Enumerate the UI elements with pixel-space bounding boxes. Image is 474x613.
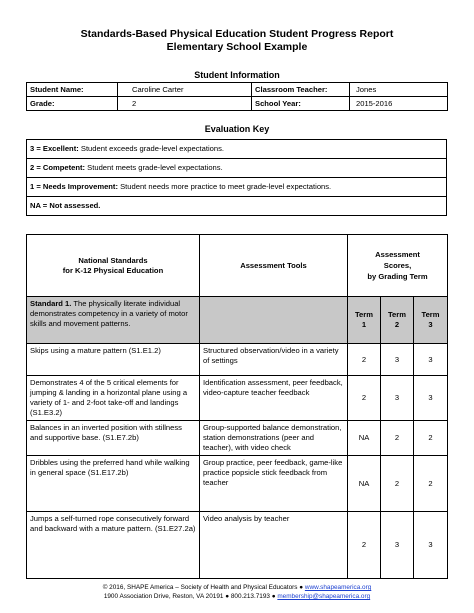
standard-title: Standard 1.: [30, 299, 72, 308]
key-term: NA = Not assessed.: [30, 201, 101, 210]
tools-cell: Identification assessment, peer feedback, video-capture teacher feedback: [200, 376, 348, 421]
table-row: [27, 376, 448, 421]
table-row: [27, 344, 448, 376]
tools-cell: Group practice, peer feedback, game-like practice popsicle stick feedback from teacher: [200, 456, 348, 512]
evaluation-key-heading: Evaluation Key: [204, 124, 270, 134]
table-row: [27, 421, 448, 456]
national-standards-header: [27, 235, 200, 297]
student-name-label: Student Name:: [27, 83, 118, 97]
key-term: 2 = Competent:: [30, 163, 86, 172]
score-term-1: NA: [348, 421, 381, 456]
header-line: National Standards: [78, 255, 148, 265]
table-row: [27, 456, 448, 512]
score-term-3: 3: [414, 512, 448, 579]
student-name-value: Caroline Carter: [118, 83, 252, 97]
score-term-1: 2: [348, 512, 381, 579]
score-term-3: 3: [414, 376, 448, 421]
standard-cell: Balances in an inverted position with stillness and supportive base. (S1.E7.2b): [27, 421, 200, 456]
score-term-2: 2: [381, 421, 414, 456]
term-number: 1: [361, 320, 367, 329]
header-line: by Grading Term: [367, 272, 428, 281]
assessment-scores-header: [348, 235, 448, 297]
table-row: [27, 512, 448, 579]
standard-1-cell: [27, 297, 200, 344]
header-line: Scores,: [383, 261, 412, 270]
score-term-2: 2: [381, 456, 414, 512]
standard-cell: Demonstrates 4 of the 5 critical elements for jumping & landing in a horizontal plane using a variety of 1- and 2-foot take-off and landings (S1.E3.2): [27, 376, 200, 421]
standard-cell: Jumps a self-turned rope consecutively forward and backward with a mature pattern. (S1.E27.2a): [27, 512, 200, 579]
key-text: Student needs more practice to meet grade-level expectations.: [118, 182, 332, 191]
term-word: Term: [421, 310, 440, 319]
term-word: Term: [354, 310, 373, 319]
key-text: Student exceeds grade-level expectations.: [78, 144, 224, 153]
key-row-needs-improvement: [27, 178, 447, 197]
standard-cell: Skips using a mature pattern (S1.E1.2): [27, 344, 200, 376]
score-term-3: 2: [414, 421, 448, 456]
score-term-2: 3: [381, 344, 414, 376]
grade-value: 2: [118, 97, 252, 111]
score-term-2: 3: [381, 376, 414, 421]
classroom-teacher-label: Classroom Teacher:: [252, 83, 350, 97]
term-1-header: [348, 297, 381, 344]
tools-cell: Group-supported balance demonstration, station demonstrations (peer and teacher), with video check: [200, 421, 348, 456]
key-term: 3 = Excellent:: [30, 144, 79, 153]
term-word: Term: [387, 310, 406, 319]
assessment-tools-header: Assessment Tools: [200, 235, 348, 297]
standard-text: The physically literate individual demonstrates competency in a variety of motor skills and movement patterns.: [30, 299, 188, 328]
score-term-1: 2: [348, 344, 381, 376]
key-term: 1 = Needs Improvement:: [30, 182, 118, 191]
tools-cell: Structured observation/video in a variety of settings: [200, 344, 348, 376]
score-term-2: 3: [381, 512, 414, 579]
footer-line-2: [0, 592, 474, 601]
email-link[interactable]: membership@shapeamerica.org: [277, 593, 371, 600]
score-term-1: 2: [348, 376, 381, 421]
standards-table: [26, 234, 448, 579]
term-number: 3: [428, 320, 433, 329]
key-text: Student meets grade-level expectations.: [85, 163, 223, 172]
term-number: 2: [394, 320, 400, 329]
term-2-header: [381, 297, 414, 344]
student-info-heading: Student Information: [194, 70, 280, 80]
classroom-teacher-value: Jones: [350, 83, 448, 97]
key-row-competent: [27, 159, 447, 178]
evaluation-key-table: [26, 139, 447, 216]
footer-line-1: [0, 583, 474, 592]
footer-copyright: © 2016, SHAPE America – Society of Health and Physical Educators ●: [102, 584, 305, 591]
footer-address: 1900 Association Drive, Reston, VA 20191 ● 800.213.7193 ●: [103, 593, 278, 600]
key-row-not-assessed: [27, 197, 447, 216]
score-term-3: 3: [414, 344, 448, 376]
report-title-line2: Elementary School Example: [166, 41, 308, 53]
school-year-label: School Year:: [252, 97, 350, 111]
school-year-value: 2015-2016: [350, 97, 448, 111]
header-line: for K-12 Physical Education: [62, 265, 164, 275]
student-info-table: [26, 82, 448, 111]
grade-label: Grade:: [27, 97, 118, 111]
website-link[interactable]: www.shapeamerica.org: [304, 584, 372, 591]
standard-cell: Dribbles using the preferred hand while walking in general space (S1.E17.2b): [27, 456, 200, 512]
term-3-header: [414, 297, 448, 344]
header-line: Assessment: [375, 250, 420, 259]
standard-1-tools-cell: [200, 297, 348, 344]
score-term-1: NA: [348, 456, 381, 512]
tools-cell: Video analysis by teacher: [200, 512, 348, 579]
report-title-line1: Standards-Based Physical Education Student Progress Report: [80, 28, 394, 40]
score-term-3: 2: [414, 456, 448, 512]
key-row-excellent: [27, 140, 447, 159]
